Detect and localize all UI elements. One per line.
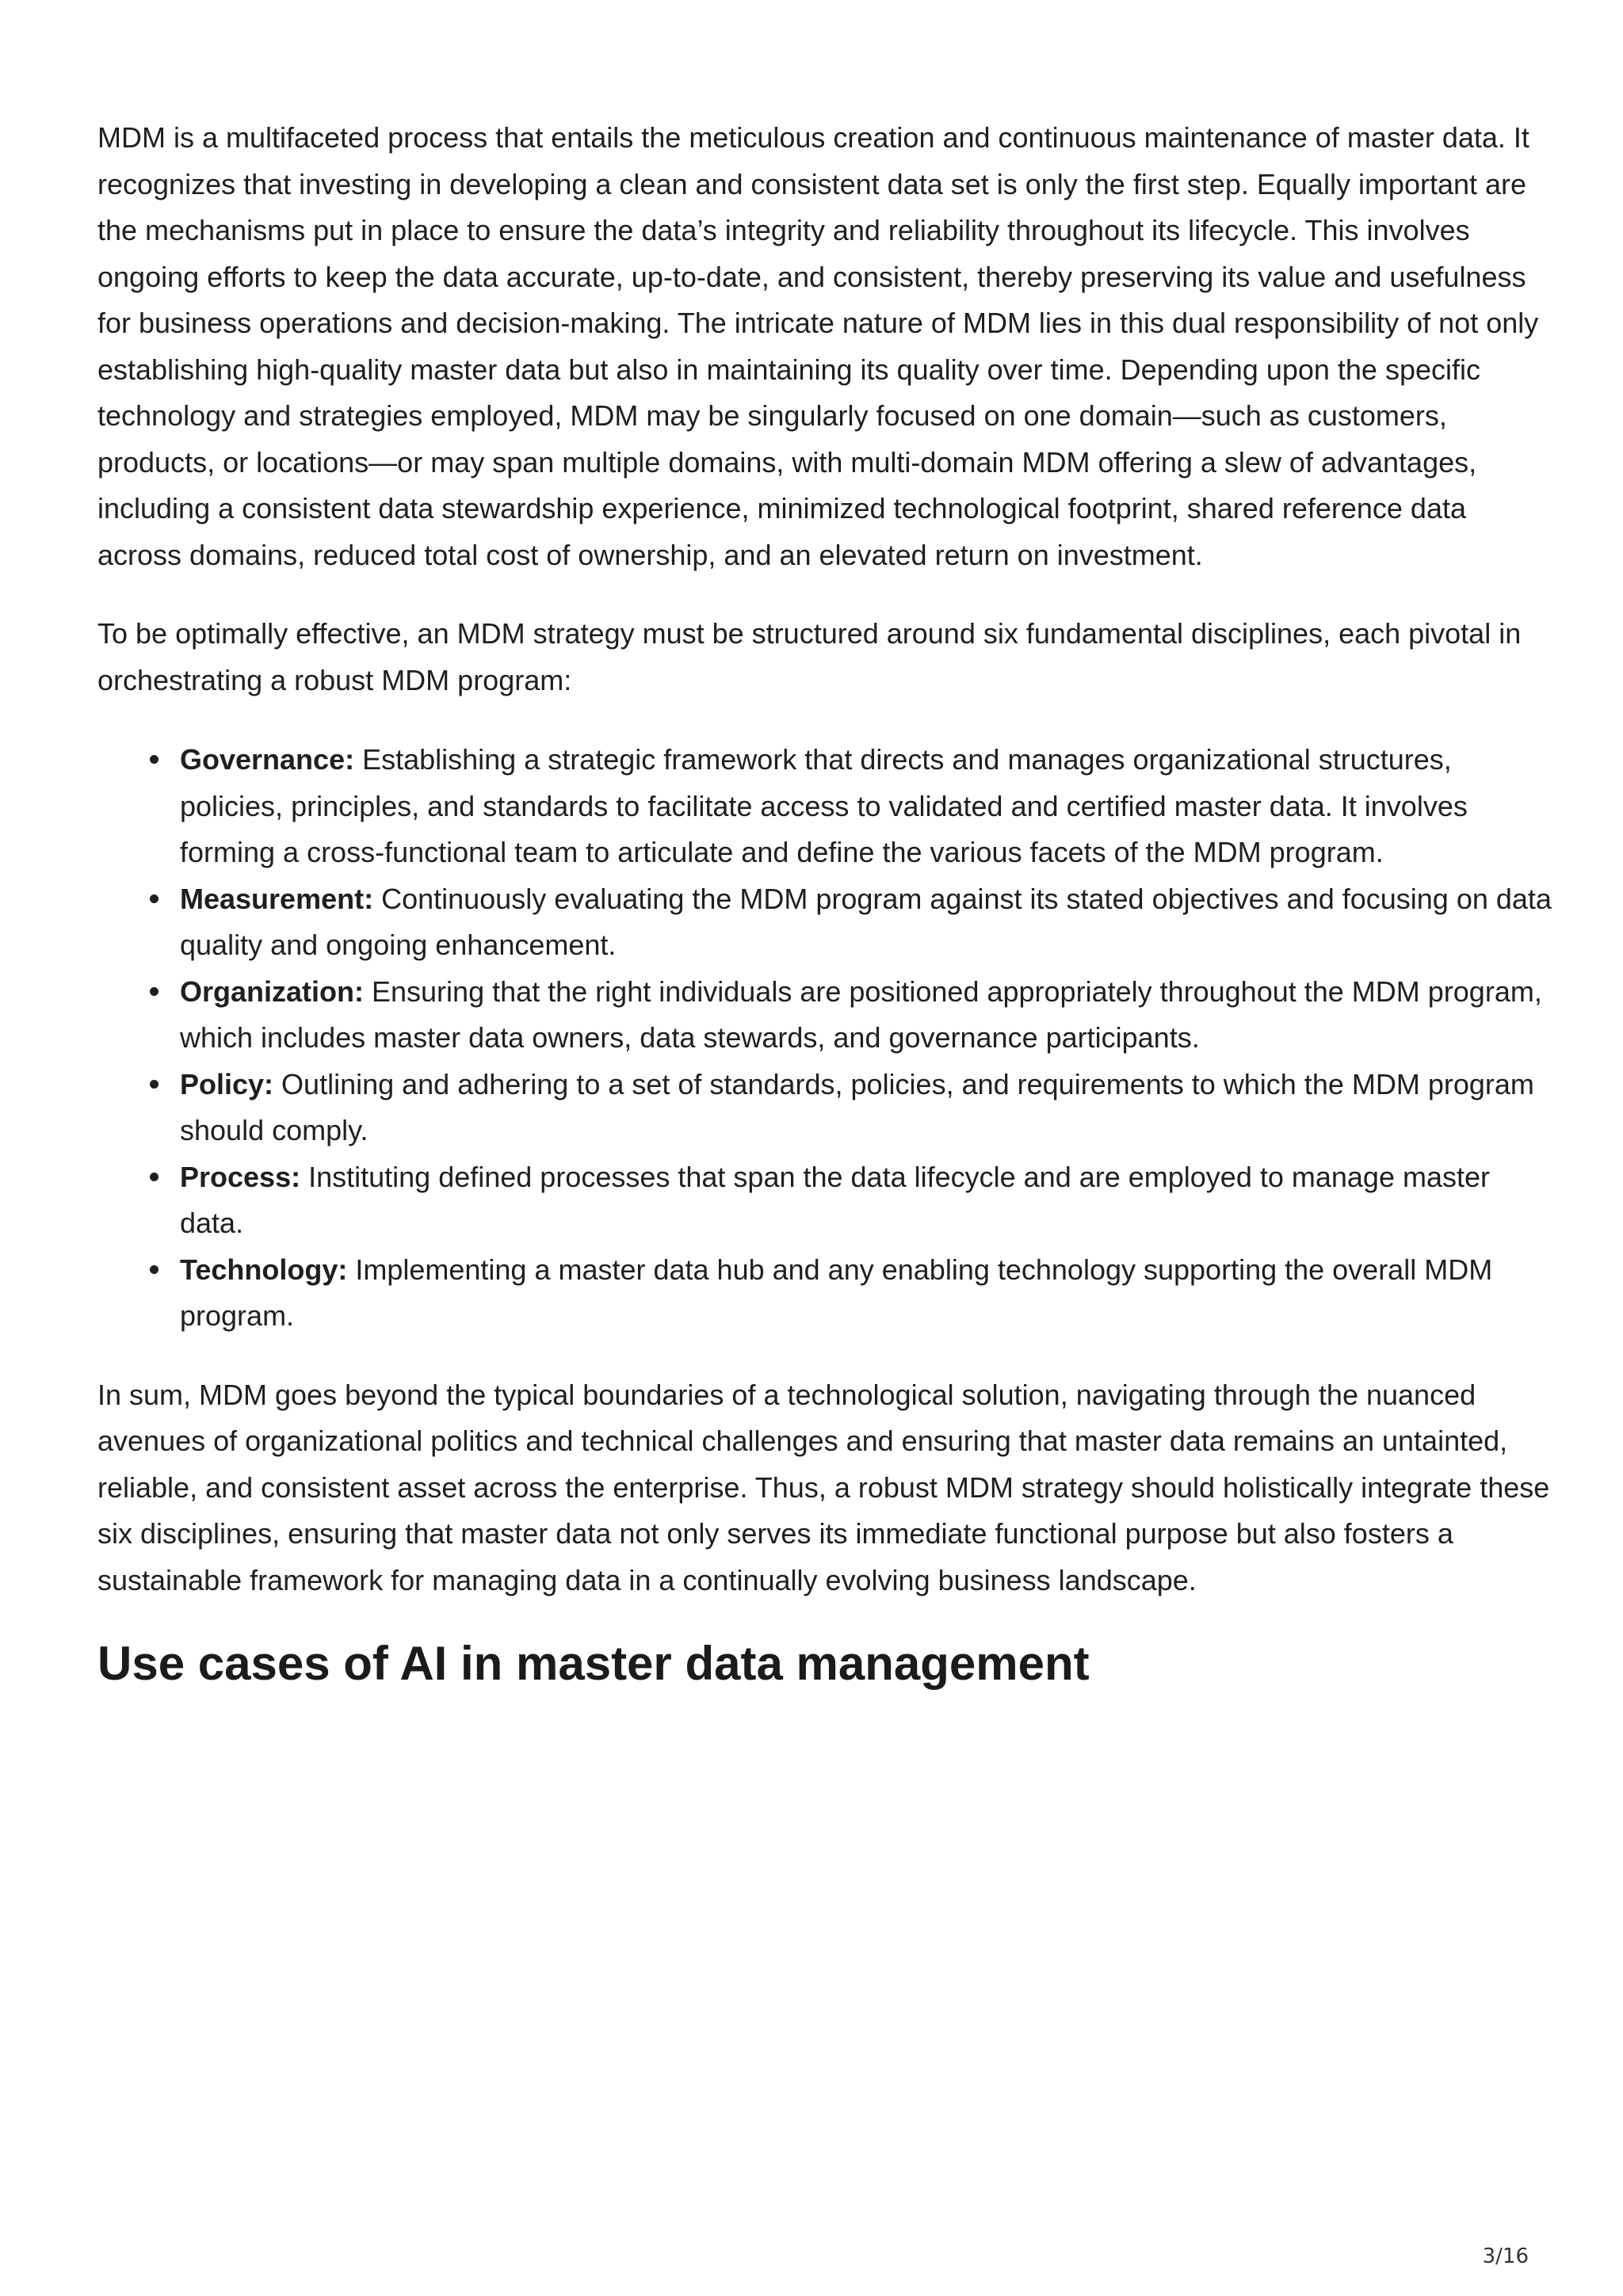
list-item-term: Governance: [180,743,355,776]
section-heading: Use cases of AI in master data management [97,1637,1090,1690]
summary-paragraph: In sum, MDM goes beyond the typical boundaries of a technological solution, navigating through the nuanced avenues of organizational politics and technical challenges and ensuring that master data remains an untainted, reliable, and consistent asset across the enterprise. Thus, a robust MDM strategy should holistically integrate these six disciplines, ensuring that master data not only serves its immediate functional purpose but also fosters a sustainable framework for managing data in a continually evolving business landscape. [97,1378,1550,1596]
list-item-term: Organization: [180,974,364,1008]
list-item-process [180,1154,1552,1247]
list-item-technology [180,1247,1552,1340]
disciplines-list [97,737,1552,1340]
list-item-policy [180,1062,1552,1154]
strategy-paragraph: To be optimally effective, an MDM strategy must be structured around six fundamental disciplines, each pivotal in orchestrating a robust MDM program: [97,617,1522,696]
list-item-term: Process: [180,1160,301,1193]
list-item-governance [180,737,1552,876]
list-item-text: Establishing a strategic framework that directs and manages organizational structures, policies, principles, and standards to facilitate access to validated and certified master data. It involves forming a cross-functional team to articulate and define the various facets of the MDM program. [180,743,1468,868]
list-item-text: Instituting defined processes that span the data lifecycle and are employed to manage master data. [180,1160,1490,1239]
list-item-term: Technology: [180,1253,348,1286]
list-item-organization [180,969,1552,1062]
intro-paragraph: MDM is a multifaceted process that entails the meticulous creation and continuous maintenance of master data. It recognizes that investing in developing a clean and consistent data set is only the first step. Equally important are the mechanisms put in place to ensure the data’s integrity and reliability throughout its lifecycle. This involves ongoing efforts to keep the data accurate, up-to-date, and consistent, thereby preserving its value and usefulness for business operations and decision-making. The intricate nature of MDM lies in this dual responsibility of not only establishing high-quality master data but also in maintaining its quality over time. Depending upon the specific technology and strategies employed, MDM may be singularly focused on one domain—such as customers, products, or locations—or may span multiple domains, with multi-domain MDM offering a slew of advantages, including a consistent data stewardship experience, minimized technological footprint, shared reference data across domains, reduced total cost of ownership, and an elevated return on investment. [97,121,1539,571]
list-item-text: Outlining and adhering to a set of standards, policies, and requirements to which the MDM program should comply. [180,1067,1534,1146]
page-number: 3/16 [1482,2245,1529,2268]
list-item-term: Policy: [180,1067,274,1100]
document-page [97,115,1552,1692]
list-item-term: Measurement: [180,882,374,915]
list-item-text: Implementing a master data hub and any enabling technology supporting the overall MDM program. [180,1253,1493,1332]
list-item-measurement [180,876,1552,969]
list-item-text: Continuously evaluating the MDM program against its stated objectives and focusing on data quality and ongoing enhancement. [180,882,1552,961]
list-item-text: Ensuring that the right individuals are positioned appropriately throughout the MDM program, which includes master data owners, data stewards, and governance participants. [180,974,1542,1054]
